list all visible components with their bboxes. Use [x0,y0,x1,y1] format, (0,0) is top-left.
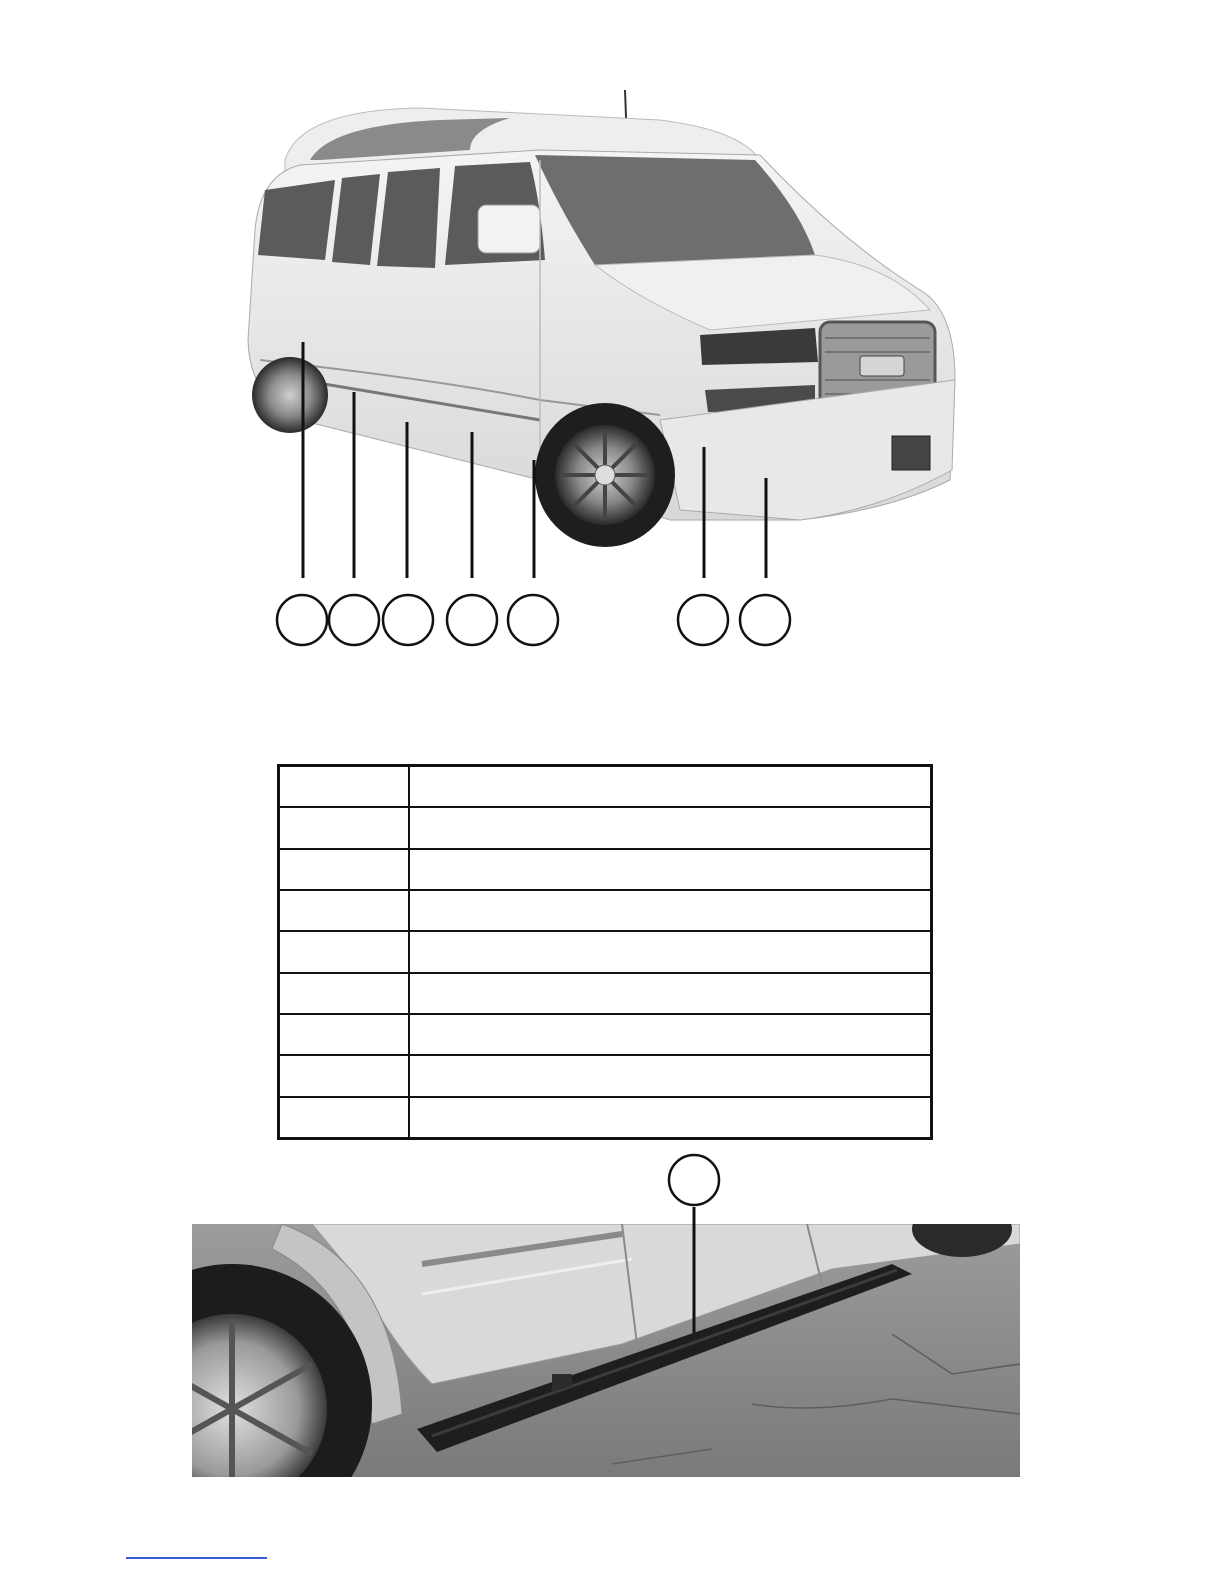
table-row [279,849,932,890]
table-cell-description [409,1014,932,1055]
callout-circle-2 [329,595,379,645]
table-cell-description [409,1097,932,1139]
running-board-photo [192,1224,1020,1477]
callout-circle-4 [447,595,497,645]
grille-emblem [860,356,904,376]
table-cell-number [279,807,409,848]
table-row [279,1055,932,1096]
table-row [279,766,932,808]
rear-wheel [252,357,328,433]
footer-link-rule[interactable] [126,1557,267,1559]
table-row [279,931,932,972]
license-plate [892,436,930,470]
callout-circle-3 [383,595,433,645]
table-row [279,973,932,1014]
callout-circle-7 [740,595,790,645]
table-cell-description [409,973,932,1014]
table-cell-description [409,766,932,808]
table-cell-description [409,931,932,972]
table-cell-description [409,807,932,848]
table-row [279,890,932,931]
table-cell-number [279,931,409,972]
table-cell-description [409,1055,932,1096]
callout-circle-6 [678,595,728,645]
van-photo [240,80,970,550]
table-row [279,1014,932,1055]
side-mirror [478,205,540,253]
callout-circle-1 [277,595,327,645]
table-cell-number [279,890,409,931]
table-cell-number [279,766,409,808]
side-window-1 [258,180,335,260]
callout-circle-5 [508,595,558,645]
table-cell-description [409,890,932,931]
table-cell-number [279,1055,409,1096]
table-row [279,807,932,848]
callout-circle-8 [669,1155,719,1205]
table-cell-number [279,973,409,1014]
table-cell-number [279,1014,409,1055]
table-row [279,1097,932,1139]
parts-table [277,764,933,1140]
table-cell-description [409,849,932,890]
table-cell-number [279,1097,409,1139]
table-cell-number [279,849,409,890]
